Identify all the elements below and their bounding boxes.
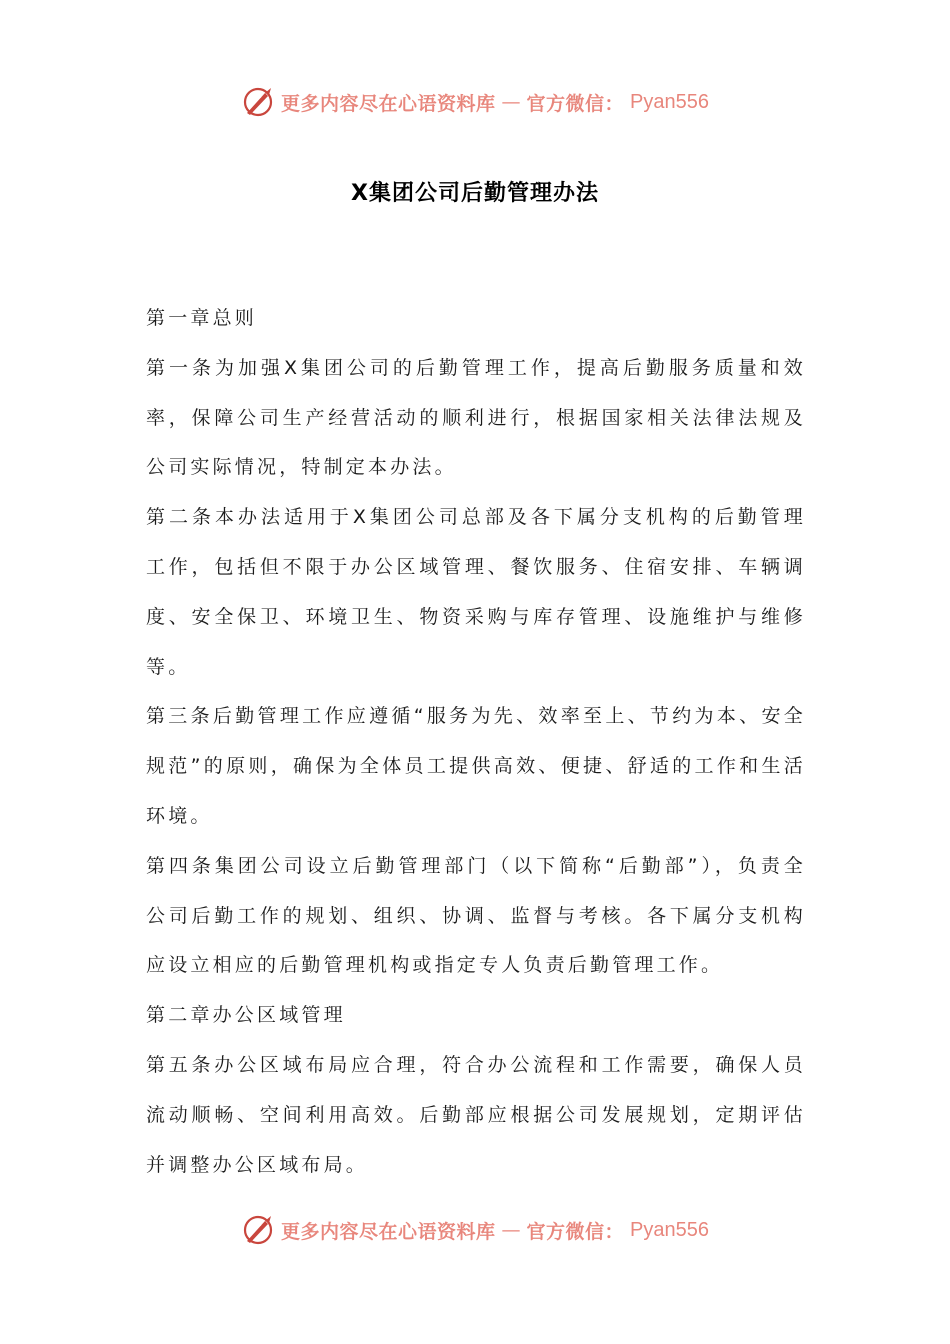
article-paragraph: 第二条本办法适用于X集团公司总部及各下属分支机构的后勤管理工作，包括但不限于办公区域管理、餐饮服务、住宿安排、车辆调度、安全保卫、环境卫生、物资采购与库存管理、设施维护与维修等。 (146, 506, 806, 678)
header-watermark (0, 82, 950, 122)
watermark-wechat-id: Pyan556 (630, 1218, 709, 1241)
watermark-wechat-id: Pyan556 (630, 90, 709, 113)
watermark-wechat-label: 官方微信： (526, 92, 625, 115)
chapter-heading: 第二章办公区域管理 (146, 1004, 346, 1027)
watermark-separator: — (501, 91, 521, 113)
quill-logo-icon (241, 1213, 275, 1247)
chapter-heading: 第一章总则 (146, 307, 258, 329)
watermark-brand-text: 更多内容尽在心语资料库 (281, 1220, 496, 1243)
article-paragraph: 第五条办公区域布局应合理，符合办公流程和工作需要，确保人员流动顺畅、空间利用高效。后勤部应根据公司发展规划，定期评估并调整办公区域布局。 (146, 1053, 806, 1176)
article-paragraph: 第一条为加强X集团公司的后勤管理工作，提高后勤服务质量和效率，保障公司生产经营活动的顺利进行，根据国家相关法律法规及公司实际情况，特制定本办法。 (146, 356, 806, 479)
watermark-separator: — (501, 1219, 521, 1241)
document-title: X集团公司后勤管理办法 (351, 181, 599, 206)
document-body (146, 294, 806, 1190)
article-paragraph: 第四条集团公司设立后勤管理部门（以下简称“后勤部”），负责全公司后勤工作的规划、组织、协调、监督与考核。各下属分支机构应设立相应的后勤管理机构或指定专人负责后勤管理工作。 (146, 854, 806, 977)
watermark-wechat-label: 官方微信： (526, 1220, 625, 1243)
quill-logo-icon (241, 85, 275, 119)
footer-watermark (0, 1210, 950, 1250)
watermark-brand-text: 更多内容尽在心语资料库 (281, 92, 496, 115)
article-paragraph: 第三条后勤管理工作应遵循“服务为先、效率至上、节约为本、安全规范”的原则，确保为全体员工提供高效、便捷、舒适的工作和生活环境。 (146, 705, 806, 827)
